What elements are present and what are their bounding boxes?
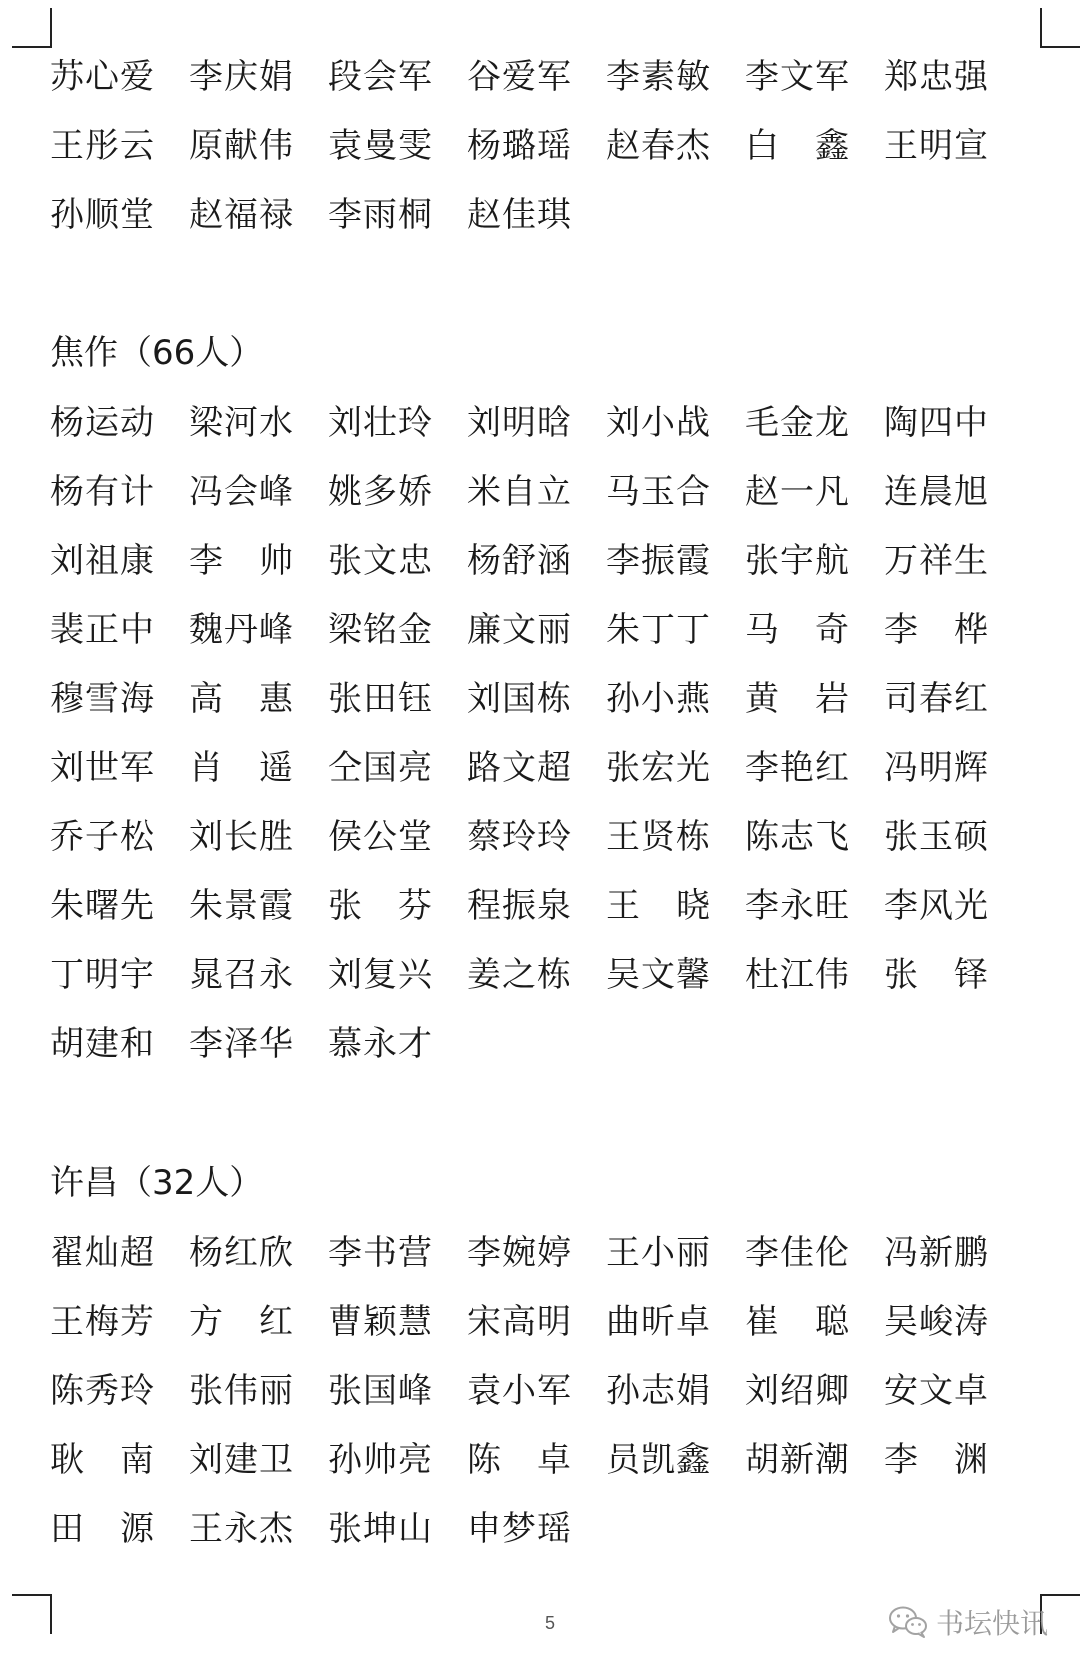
person-name: 丁明宇 <box>50 955 154 995</box>
person-name: 杨有计 <box>50 472 154 512</box>
person-name: 侯公堂 <box>328 817 432 857</box>
person-name: 胡建和 <box>50 1024 154 1064</box>
crop-mark-top-left <box>12 8 52 48</box>
person-name: 张坤山 <box>328 1509 432 1549</box>
person-name: 段会军 <box>328 57 432 97</box>
person-name: 陶四中 <box>884 403 988 443</box>
person-name: 原献伟 <box>189 126 293 166</box>
person-name: 姚多娇 <box>328 472 432 512</box>
person-name: 杨舒涵 <box>467 541 571 581</box>
person-name: 廉文丽 <box>467 610 571 650</box>
name-row <box>50 605 1030 674</box>
name-row <box>50 743 1030 812</box>
person-name: 李雨桐 <box>328 195 432 235</box>
person-name: 杨红欣 <box>189 1233 293 1273</box>
name-row <box>50 1228 1030 1297</box>
person-name: 杜江伟 <box>745 955 849 995</box>
name-list-continued <box>50 52 1030 259</box>
person-name: 黄 岩 <box>745 679 849 719</box>
person-name: 吴文馨 <box>606 955 710 995</box>
person-name: 赵一凡 <box>745 472 849 512</box>
person-name: 胡新潮 <box>745 1440 849 1480</box>
person-name: 孙帅亮 <box>328 1440 432 1480</box>
name-row <box>50 950 1030 1019</box>
person-name: 杨运动 <box>50 403 154 443</box>
person-name: 赵佳琪 <box>467 195 571 235</box>
person-name: 马玉合 <box>606 472 710 512</box>
person-name: 耿 南 <box>50 1440 154 1480</box>
person-name: 梁河水 <box>189 403 293 443</box>
person-name: 马 奇 <box>745 610 849 650</box>
section-heading-xuchang: 许昌（32人） <box>50 1163 264 1203</box>
person-name: 程振泉 <box>467 886 571 926</box>
person-name: 刘长胜 <box>189 817 293 857</box>
person-name: 张田钰 <box>328 679 432 719</box>
person-name: 陈志飞 <box>745 817 849 857</box>
person-name: 刘国栋 <box>467 679 571 719</box>
name-row <box>50 1435 1030 1504</box>
person-name: 王明宣 <box>884 126 988 166</box>
person-name: 李 帅 <box>189 541 293 581</box>
person-name: 张 芬 <box>328 886 432 926</box>
watermark <box>888 1602 1048 1642</box>
person-name: 张玉硕 <box>884 817 988 857</box>
person-name: 员凯鑫 <box>606 1440 710 1480</box>
person-name: 刘祖康 <box>50 541 154 581</box>
person-name: 曹颖慧 <box>328 1302 432 1342</box>
person-name: 张 铎 <box>884 955 988 995</box>
person-name: 蔡玲玲 <box>467 817 571 857</box>
person-name: 路文超 <box>467 748 571 788</box>
person-name: 张伟丽 <box>189 1371 293 1411</box>
wechat-icon <box>888 1605 928 1639</box>
person-name: 穆雪海 <box>50 679 154 719</box>
person-name: 宋高明 <box>467 1302 571 1342</box>
person-name: 仝国亮 <box>328 748 432 788</box>
page-number: 5 <box>544 1613 555 1633</box>
person-name: 李 桦 <box>884 610 988 650</box>
person-name: 田 源 <box>50 1509 154 1549</box>
person-name: 杨璐瑶 <box>467 126 571 166</box>
name-row <box>50 536 1030 605</box>
person-name: 肖 遥 <box>189 748 293 788</box>
name-row <box>50 52 1030 121</box>
person-name: 李泽华 <box>189 1024 293 1064</box>
person-name: 孙小燕 <box>606 679 710 719</box>
person-name: 张文忠 <box>328 541 432 581</box>
watermark-text: 书坛快讯 <box>936 1607 1049 1640</box>
person-name: 赵福禄 <box>189 195 293 235</box>
name-row <box>50 1504 1030 1573</box>
person-name: 安文卓 <box>884 1371 988 1411</box>
person-name: 冯新鹏 <box>884 1233 988 1273</box>
name-row <box>50 190 1030 259</box>
person-name: 魏丹峰 <box>189 610 293 650</box>
person-name: 司春红 <box>884 679 988 719</box>
name-row <box>50 881 1030 950</box>
person-name: 刘建卫 <box>189 1440 293 1480</box>
person-name: 谷爱军 <box>467 57 571 97</box>
person-name: 张宇航 <box>745 541 849 581</box>
person-name: 刘壮玲 <box>328 403 432 443</box>
person-name: 刘小战 <box>606 403 710 443</box>
person-name: 白 鑫 <box>745 126 849 166</box>
person-name: 高 惠 <box>189 679 293 719</box>
name-row <box>50 398 1030 467</box>
person-name: 梁铭金 <box>328 610 432 650</box>
person-name: 方 红 <box>189 1302 293 1342</box>
name-row <box>50 121 1030 190</box>
name-row <box>50 467 1030 536</box>
person-name: 李书营 <box>328 1233 432 1273</box>
person-name: 张国峰 <box>328 1371 432 1411</box>
crop-mark-top-right <box>1040 8 1080 48</box>
person-name: 晁召永 <box>189 955 293 995</box>
person-name: 姜之栋 <box>467 955 571 995</box>
person-name: 王永杰 <box>189 1509 293 1549</box>
name-list-xuchang <box>50 1228 1030 1573</box>
person-name: 陈 卓 <box>467 1440 571 1480</box>
person-name: 王梅芳 <box>50 1302 154 1342</box>
person-name: 吴峻涛 <box>884 1302 988 1342</box>
person-name: 张宏光 <box>606 748 710 788</box>
person-name: 王小丽 <box>606 1233 710 1273</box>
name-row <box>50 674 1030 743</box>
person-name: 苏心爱 <box>50 57 154 97</box>
person-name: 万祥生 <box>884 541 988 581</box>
person-name: 朱丁丁 <box>606 610 710 650</box>
person-name: 赵春杰 <box>606 126 710 166</box>
person-name: 刘明晗 <box>467 403 571 443</box>
person-name: 朱曙先 <box>50 886 154 926</box>
person-name: 米自立 <box>467 472 571 512</box>
person-name: 李振霞 <box>606 541 710 581</box>
person-name: 乔子松 <box>50 817 154 857</box>
person-name: 连晨旭 <box>884 472 988 512</box>
person-name: 袁曼雯 <box>328 126 432 166</box>
name-row <box>50 812 1030 881</box>
name-row <box>50 1366 1030 1435</box>
person-name: 李婉婷 <box>467 1233 571 1273</box>
name-list-jiaozuo <box>50 398 1030 1088</box>
person-name: 翟灿超 <box>50 1233 154 1273</box>
person-name: 刘世军 <box>50 748 154 788</box>
person-name: 李艳红 <box>745 748 849 788</box>
person-name: 郑忠强 <box>884 57 988 97</box>
person-name: 朱景霞 <box>189 886 293 926</box>
person-name: 崔 聪 <box>745 1302 849 1342</box>
person-name: 慕永才 <box>328 1024 432 1064</box>
person-name: 刘绍卿 <box>745 1371 849 1411</box>
person-name: 李素敏 <box>606 57 710 97</box>
person-name: 袁小军 <box>467 1371 571 1411</box>
person-name: 孙顺堂 <box>50 195 154 235</box>
person-name: 王彤云 <box>50 126 154 166</box>
person-name: 申梦瑶 <box>467 1509 571 1549</box>
person-name: 裴正中 <box>50 610 154 650</box>
person-name: 李庆娟 <box>189 57 293 97</box>
person-name: 王贤栋 <box>606 817 710 857</box>
person-name: 王 晓 <box>606 886 710 926</box>
name-row <box>50 1297 1030 1366</box>
person-name: 曲昕卓 <box>606 1302 710 1342</box>
person-name: 刘复兴 <box>328 955 432 995</box>
person-name: 李风光 <box>884 886 988 926</box>
person-name: 陈秀玲 <box>50 1371 154 1411</box>
crop-mark-bottom-left <box>12 1594 52 1634</box>
person-name: 冯会峰 <box>189 472 293 512</box>
person-name: 毛金龙 <box>745 403 849 443</box>
person-name: 李永旺 <box>745 886 849 926</box>
section-heading-jiaozuo: 焦作（66人） <box>50 333 264 373</box>
person-name: 冯明辉 <box>884 748 988 788</box>
person-name: 孙志娟 <box>606 1371 710 1411</box>
name-row <box>50 1019 1030 1088</box>
person-name: 李佳伦 <box>745 1233 849 1273</box>
person-name: 李 渊 <box>884 1440 988 1480</box>
person-name: 李文军 <box>745 57 849 97</box>
